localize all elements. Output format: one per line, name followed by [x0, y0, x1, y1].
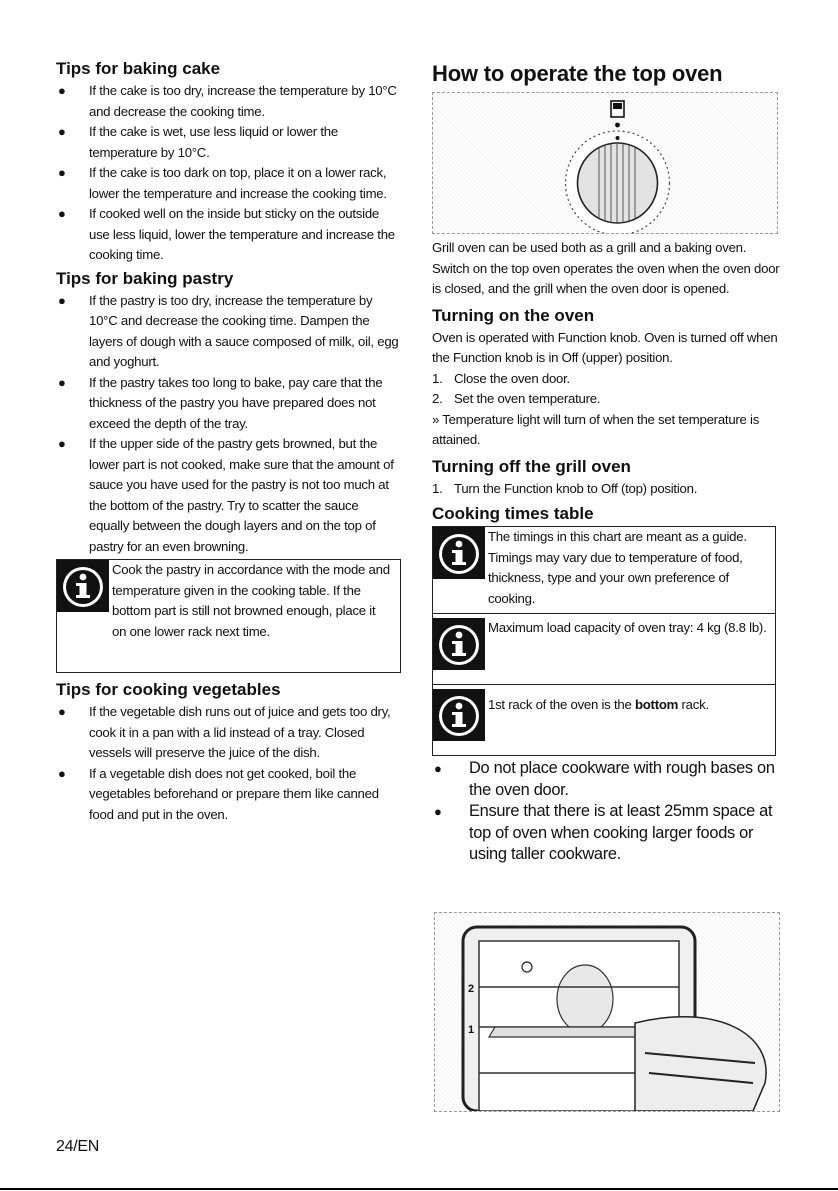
bullet-icon: ●	[434, 761, 442, 776]
pastry-tips-list	[56, 291, 401, 558]
info-icon	[57, 560, 109, 612]
list-item: 1. Close the oven door.	[432, 370, 570, 386]
list-item: ● Ensure that there is at least 25mm space at top of oven when cooking larger foods or using taller cookware.	[434, 802, 773, 863]
section-title-cooking-times: Cooking times table	[432, 504, 594, 523]
intro-text: Grill oven can be used both as a grill and a baking oven. Switch on the top oven operates the oven when the oven door is closed, and the grill when the oven door is opened.	[432, 240, 780, 296]
page-bottom-rule	[0, 1188, 838, 1190]
function-knob-illustration	[432, 92, 778, 234]
bullet-icon: ●	[58, 374, 66, 390]
bullet-icon: ●	[58, 704, 66, 719]
note-text: Cook the pastry in accordance with the mode and temperature given in the cooking table. If the bottom part is still not browned enough, place it on one lower rack next time.	[112, 562, 390, 639]
cookware-list	[432, 758, 780, 866]
section-title-cake: Tips for baking cake	[56, 59, 221, 78]
turning-on-text: Oven is operated with Function knob. Oven is turned off when the Function knob is in Off (upper) position.	[432, 329, 778, 365]
note-text: 1st rack of the oven is the bottom rack.	[488, 697, 709, 712]
section-title-turning-on: Turning on the oven	[432, 305, 595, 325]
pastry-info-note	[56, 559, 401, 673]
note-text: Maximum load capacity of oven tray: 4 kg (8.8 lb).	[488, 620, 767, 635]
list-item: ● If the pastry takes too long to bake, pay care that the thickness of the pastry you have prepared does not exceed the depth of the tray.	[58, 374, 383, 431]
section-title-pastry: Tips for baking pastry	[56, 268, 234, 288]
list-item: ● If the cake is too dry, increase the temperature by 10°C and decrease the cooking time.	[58, 83, 397, 119]
list-item: ● If cooked well on the inside but sticky on the outside use less liquid, lower the temperature and increase the cooking time.	[58, 206, 395, 262]
bullet-icon: ●	[58, 165, 66, 180]
rack-label: 1	[468, 1024, 475, 1036]
bullet-icon: ●	[58, 206, 66, 221]
info-note-timings	[432, 526, 776, 613]
list-item: ● If the cake is too dark on top, place it on a lower rack, lower the temperature and increase the cooking time.	[58, 165, 387, 201]
list-item: ● If the pastry is too dry, increase the temperature by 10°C and decrease the cooking time. Dampen the layers of dough with a sauce composed of milk, oil, egg and yoghurt.	[58, 292, 399, 369]
bullet-icon: ●	[58, 436, 66, 451]
knob-icon	[433, 93, 777, 233]
info-icon	[433, 618, 485, 670]
cake-tips-list	[56, 81, 401, 266]
info-icon	[433, 527, 485, 579]
turning-on-steps	[432, 369, 780, 410]
bullet-icon: ●	[58, 83, 66, 98]
note-text: The timings in this chart are meant as a guide. Timings may vary due to temperature of food, thickness, type and your own preference of cooking.	[488, 529, 747, 606]
list-item: ● If the upper side of the pastry gets browned, but the lower part is not cooked, make sure that the amount of sauce you have used for the pastry is not too much at the bottom of the pastry. Try to scatter the sauce equally between the dough layers and on the top of pastry for an even browning.	[58, 436, 394, 554]
list-item: ● If the cake is wet, use less liquid or lower the temperature by 10°C.	[58, 124, 338, 160]
bullet-icon: ●	[58, 124, 66, 139]
list-item: ● If a vegetable dish does not get cooked, boil the vegetables beforehand or prepare them like canned food and put in the oven.	[58, 765, 379, 822]
page-number: 24/EN	[56, 1138, 99, 1155]
section-title-turning-off: Turning off the grill oven	[432, 456, 631, 476]
info-icon	[433, 689, 485, 741]
right-column	[432, 60, 780, 868]
turning-on-result: » Temperature light will turn of when the set temperature is attained.	[432, 411, 760, 447]
bullet-icon: ●	[58, 292, 66, 308]
turning-off-steps	[432, 479, 780, 500]
bullet-icon: ●	[58, 765, 66, 781]
list-item: 1. Turn the Function knob to Off (top) position.	[432, 480, 698, 496]
oven-racks-illustration	[434, 912, 780, 1112]
oven-icon	[435, 913, 779, 1111]
info-note-load	[432, 613, 776, 684]
info-note-rack	[432, 684, 776, 756]
vegetable-tips-list	[56, 702, 401, 825]
rack-label: 2	[468, 983, 475, 995]
cooking-notes	[432, 526, 776, 756]
section-title-vegetables: Tips for cooking vegetables	[56, 680, 281, 699]
list-item: ● Do not place cookware with rough bases on the oven door.	[434, 759, 775, 799]
page-title: How to operate the top oven	[432, 61, 723, 86]
bullet-icon: ●	[434, 804, 442, 819]
list-item: 2. Set the oven temperature.	[432, 391, 601, 406]
list-item: ● If the vegetable dish runs out of juice and gets too dry, cook it in a pan with a lid instead of a tray. Closed vessels will preserve the juice of the dish.	[58, 704, 391, 760]
left-column	[56, 58, 401, 827]
